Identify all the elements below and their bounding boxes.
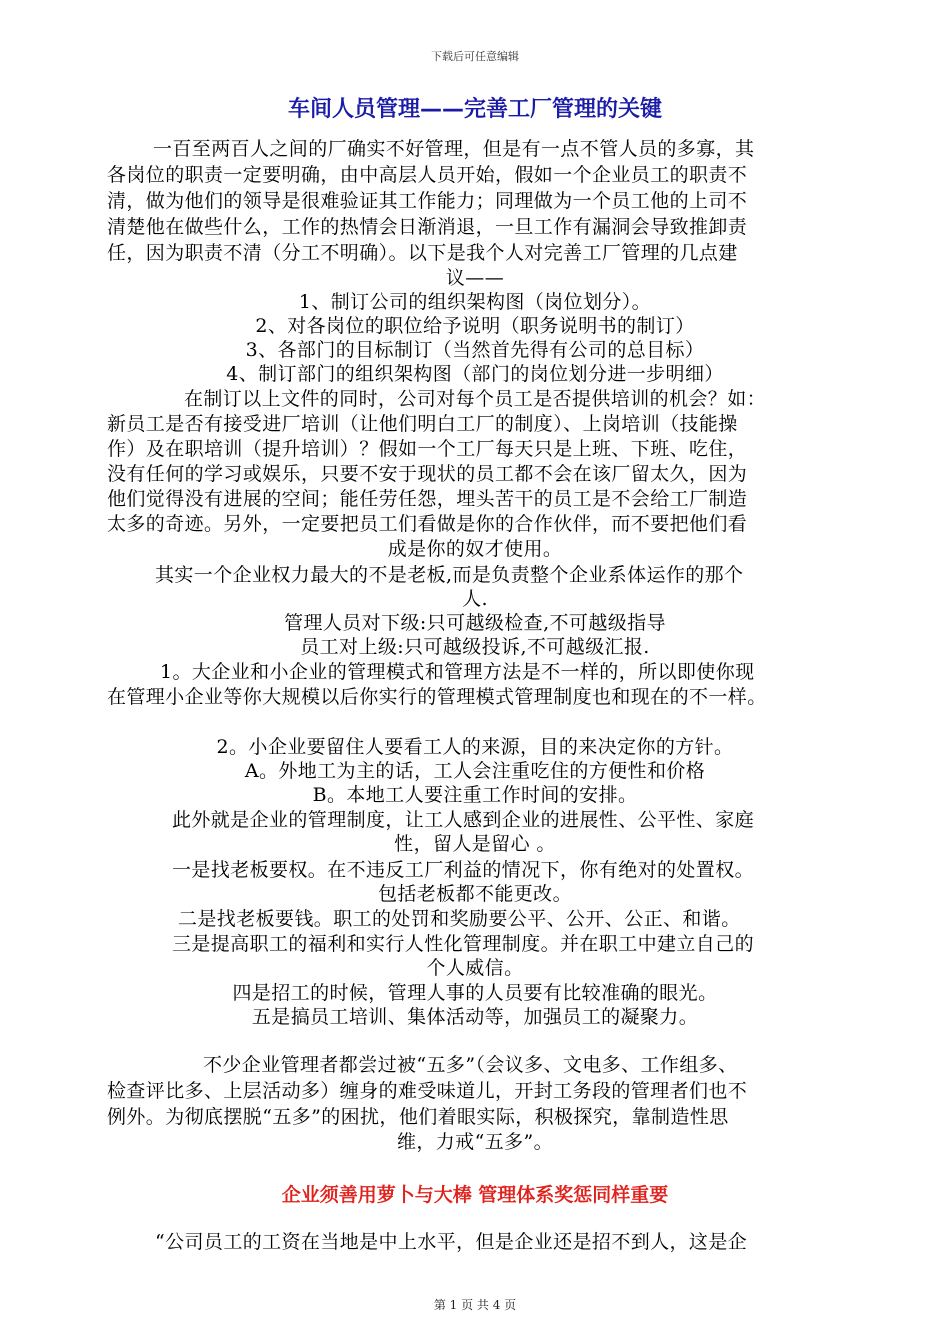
paragraph-line: 在制订以上文件的同时，公司对每个员工是否提供培训的机会？如： — [184, 388, 767, 410]
paragraph-line: 其实一个企业权力最大的不是老板,而是负责整个企业系体运作的那个 — [155, 564, 744, 586]
paragraph-line: 此外就是企业的管理制度，让工人感到企业的进展性、公平性、家庭 — [172, 809, 755, 831]
paragraph-line: 检查评比多、上层活动多）缠身的难受味道儿，开封工务段的管理者们也不 — [107, 1080, 748, 1102]
paragraph-line: 个人威信。 — [426, 957, 524, 979]
paragraph-line: 二是找老板要钱。职工的处罚和奖励要公平、公开、公正、和谐。 — [178, 908, 741, 930]
page-number: 第 1 页 共 4 页 — [433, 1298, 517, 1312]
paragraph-line: 三是提高职工的福利和实行人性化管理制度。并在职工中建立自己的 — [172, 933, 755, 955]
paragraph-line: 五是搞员工培训、集体活动等，加强员工的凝聚力。 — [251, 1006, 699, 1028]
paragraph-line: 各岗位的职责一定要明确，由中高层人员开始，假如一个企业员工的职责不 — [107, 164, 748, 186]
paragraph-line: 他们觉得没有进展的空间；能任劳任怨，埋头苦干的员工是不会给工厂制造 — [107, 488, 748, 510]
paragraph-line: 人. — [462, 588, 488, 610]
paragraph-line: 例外。为彻底摆脱“五多”的困扰，他们着眼实际，积极探究，靠制造性思 — [107, 1106, 729, 1128]
paragraph-line: 新员工是否有接受进厂培训（让他们明白工厂的制度）、上岗培训（技能操 — [107, 413, 738, 435]
paragraph-line: 2。小企业要留住人要看工人的来源，目的来决定你的方针。 — [216, 736, 734, 758]
paragraph-line: 太多的奇迹。另外，一定要把员工们看做是你的合作伙伴，而不要把他们看 — [107, 513, 748, 535]
paragraph-line: 一百至两百人之间的厂确实不好管理，但是有一点不管人员的多寡，其 — [153, 138, 755, 160]
paragraph-line: 性，留人是留心 。 — [394, 833, 556, 855]
paragraph-line: 清，做为他们的领导是很难验证其工作能力；同理做为一个员工他的上司不 — [107, 190, 748, 212]
paragraph-line: 维，力戒“五多”。 — [396, 1131, 554, 1153]
paragraph-line: “公司员工的工资在当地是中上水平，但是企业还是招不到人，这是企 — [155, 1231, 748, 1253]
paragraph-line: 1。大企业和小企业的管理模式和管理方法是不一样的，所以即使你现 — [160, 661, 755, 683]
paragraph-line: 清楚他在做些什么，工作的热情会日渐消退，一旦工作有漏洞会导致推卸责 — [107, 216, 748, 238]
paragraph-line: B。本地工人要注重工作时间的安排。 — [312, 784, 638, 806]
paragraph-line: 员工对上级:只可越级投诉,不可越级汇报. — [300, 636, 650, 658]
paragraph-line: 不少企业管理者都尝过被“五多”（会议多、文电多、工作组多、 — [203, 1054, 738, 1076]
list-item: 1、制订公司的组织架构图（岗位划分）。 — [298, 291, 652, 313]
section-title: 企业须善用萝卜与大棒 管理体系奖惩同样重要 — [281, 1184, 669, 1206]
paragraph-line: 一是找老板要权。在不违反工厂利益的情况下，你有绝对的处置权。 — [172, 859, 755, 881]
paragraph-line: 管理人员对下级:只可越级检查,不可越级指导 — [284, 612, 666, 634]
list-item: 2、对各岗位的职位给予说明（职务说明书的制订） — [255, 315, 695, 337]
list-item: 4、制订部门的组织架构图（部门的岗位划分进一步明细） — [226, 363, 724, 385]
document-title: 车间人员管理——完善工厂管理的关键 — [287, 97, 662, 122]
list-item: 3、各部门的目标制订（当然首先得有公司的总目标） — [245, 339, 705, 361]
paragraph-line: A。外地工为主的话，工人会注重吃住的方便性和价格 — [244, 760, 706, 782]
paragraph-line: 成是你的奴才使用。 — [387, 538, 563, 560]
paragraph-line: 包括老板都不能更改。 — [377, 883, 572, 905]
paragraph-line: 四是招工的时候，管理人事的人员要有比较准确的眼光。 — [232, 982, 718, 1004]
paragraph-line: 在管理小企业等你大规模以后你实行的管理模式管理制度也和现在的不一样。 — [107, 686, 767, 708]
paragraph-line: 没有任何的学习或娱乐，只要不安于现状的员工都不会在该厂留太久，因为 — [107, 463, 748, 485]
paragraph-line: 任，因为职责不清（分工不明确）。以下是我个人对完善工厂管理的几点建 — [107, 242, 738, 264]
paragraph-line: 议—— — [445, 267, 505, 289]
paragraph-line: 作）及在职培训（提升培训）？假如一个工厂每天只是上班、下班、吃住， — [107, 438, 748, 460]
download-note: 下载后可任意编辑 — [431, 50, 519, 63]
